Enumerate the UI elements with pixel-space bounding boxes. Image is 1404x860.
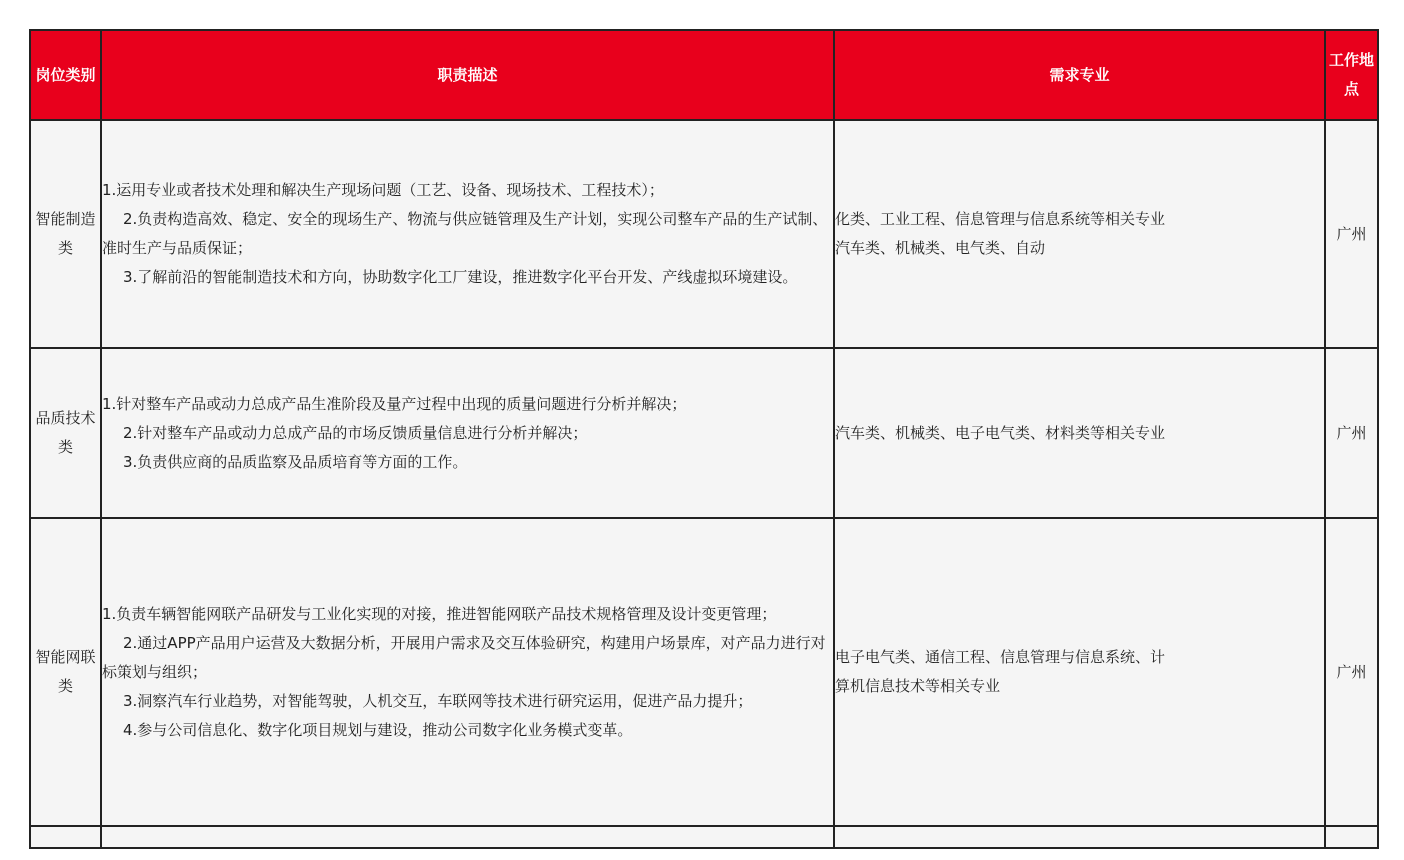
duty-item: 2.针对整车产品或动力总成产品的市场反馈质量信息进行分析并解决； [123, 423, 588, 442]
duty-item: 2.负责构造高效、稳定、安全的现场生产、物流与供应链管理及生产计划，实现公司整车产品的生产试制、准时生产与品质保证； [102, 210, 828, 257]
category-cell: 品质技术类 [30, 348, 101, 518]
category-cell: 智能制造类 [30, 120, 101, 348]
major-cell [834, 518, 1325, 826]
duty-item: 3.洞察汽车行业趋势，对智能驾驶，人机交互，车联网等技术进行研究运用，促进产品力提升； [123, 691, 753, 710]
description-cell [101, 826, 834, 848]
major-cell [834, 348, 1325, 518]
major-line: 电子电气类、通信工程、信息管理与信息系统、计 [835, 648, 1166, 666]
table-header-row [30, 30, 1378, 120]
duty-item: 4.参与公司信息化、数字化项目规划与建设，推动公司数字化业务模式变革。 [123, 720, 633, 739]
location-cell: 广州 [1325, 348, 1378, 518]
major-line: 汽车类、机械类、电子电气类、材料类等相关专业 [835, 423, 1166, 442]
major-line: 化类、工业工程、信息管理与信息系统等相关专业 [835, 210, 1166, 228]
location-cell: 广州 [1325, 120, 1378, 348]
major-line: 汽车类、机械类、电气类、自动 [835, 239, 1046, 257]
category-cell: 智能网联类 [30, 518, 101, 826]
category-cell [30, 826, 101, 848]
table-row [30, 120, 1378, 348]
location-cell: 广州 [1325, 518, 1378, 826]
duty-item: 1.运用专业或者技术处理和解决生产现场问题（工艺、设备、现场技术、工程技术）； [102, 181, 664, 199]
description-cell [101, 518, 834, 826]
major-cell [834, 120, 1325, 348]
job-positions-table [29, 29, 1379, 849]
table-row [30, 348, 1378, 518]
duty-item: 1.负责车辆智能网联产品研发与工业化实现的对接，推进智能网联产品技术规格管理及设计变更管理； [102, 604, 777, 623]
major-cell [834, 826, 1325, 848]
header-category: 岗位类别 [30, 30, 101, 120]
description-cell [101, 120, 834, 348]
header-major: 需求专业 [834, 30, 1325, 120]
duty-item: 3.负责供应商的品质监察及品质培育等方面的工作。 [123, 452, 468, 471]
duty-item: 2.通过APP产品用户运营及大数据分析，开展用户需求及交互体验研究，构建用户场景库，对产品力进行对标策划与组织； [102, 633, 826, 681]
header-description: 职责描述 [101, 30, 834, 120]
duty-item: 3.了解前沿的智能制造技术和方向，协助数字化工厂建设，推进数字化平台开发、产线虚拟环境建设。 [123, 268, 798, 286]
header-location: 工作地点 [1325, 30, 1378, 120]
table-row [30, 518, 1378, 826]
location-cell [1325, 826, 1378, 848]
table-row-partial [30, 826, 1378, 848]
description-cell [101, 348, 834, 518]
duty-item: 1.针对整车产品或动力总成产品生准阶段及量产过程中出现的质量问题进行分析并解决； [102, 394, 687, 413]
major-line: 算机信息技术等相关专业 [835, 677, 1001, 695]
